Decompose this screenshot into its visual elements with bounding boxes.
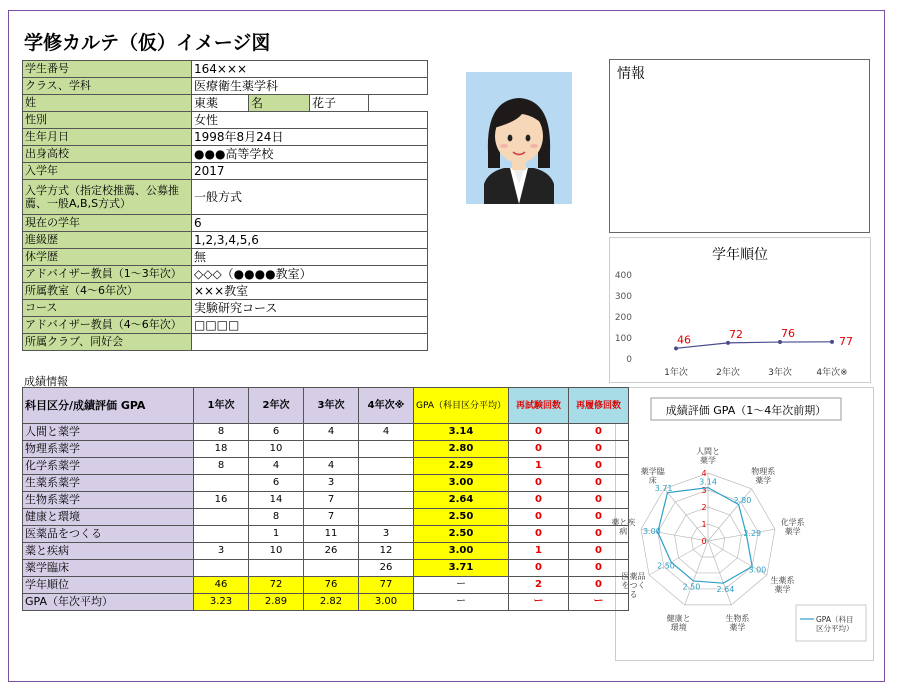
grade-row [23, 543, 629, 560]
grade-retest: 0 [508, 441, 568, 458]
profile-label: 所属クラブ、同好会 [23, 334, 192, 351]
grade-year2: 6 [249, 424, 304, 441]
profile-value: 2017 [192, 163, 428, 180]
avg-year2: 2.89 [249, 594, 304, 611]
grade-subject: 生薬系薬学 [23, 475, 194, 492]
profile-label: アドバイザー教員（4～6年次） [23, 317, 192, 334]
grade-year1: 8 [194, 424, 249, 441]
surname-value: 東薬 [192, 95, 249, 112]
rank-data-label: 72 [729, 327, 743, 341]
rank-chart [610, 238, 870, 382]
grade-retest: 1 [508, 458, 568, 475]
grade-year1: 3 [194, 543, 249, 560]
grade-gpa: 2.50 [414, 526, 509, 543]
profile-label: 性別 [23, 112, 192, 129]
radar-category-label: 薬学臨床 [640, 467, 665, 486]
student-avatar-illustration [466, 72, 572, 204]
grade-year2: 6 [249, 475, 304, 492]
profile-row [23, 112, 428, 129]
radar-category-label: 化学系薬学 [780, 518, 805, 537]
grade-retake: 0 [568, 526, 628, 543]
grade-year4: 4 [359, 424, 414, 441]
profile-value: 女性 [192, 112, 428, 129]
grade-year2: 1 [249, 526, 304, 543]
grade-gpa: 2.64 [414, 492, 509, 509]
profile-row [23, 249, 428, 266]
grade-year3: 11 [304, 526, 359, 543]
rank-point [674, 346, 678, 350]
grade-year2: 8 [249, 509, 304, 526]
radar-axis [664, 489, 708, 541]
header-year1: 1年次 [194, 388, 249, 424]
rank-point [778, 340, 782, 344]
grade-year3: 4 [304, 458, 359, 475]
radar-axis [708, 529, 775, 541]
profile-label: コース [23, 300, 192, 317]
grade-year3: 4 [304, 424, 359, 441]
grade-year4 [359, 509, 414, 526]
grade-year1 [194, 509, 249, 526]
profile-value: 実験研究コース [192, 300, 428, 317]
rank-chart-panel [609, 237, 871, 383]
grade-year4 [359, 441, 414, 458]
rank-xtick-label: 3年次 [768, 368, 792, 378]
grade-gpa: 2.80 [414, 441, 509, 458]
rank-year1: 46 [194, 577, 249, 594]
grade-gpa: 3.14 [414, 424, 509, 441]
rank-chart-title: 学年順位 [712, 247, 768, 263]
grade-year2 [249, 560, 304, 577]
radar-value-label: 2.29 [743, 529, 762, 539]
profile-row [23, 300, 428, 317]
grade-gpa: 2.29 [414, 458, 509, 475]
grades-table [22, 387, 629, 611]
grade-year4 [359, 492, 414, 509]
grade-row [23, 560, 629, 577]
radar-tick-label: 3 [701, 486, 707, 495]
radar-value-label: 2.64 [716, 584, 735, 594]
profile-label: 出身高校 [23, 146, 192, 163]
rank-ytick-label: 400 [614, 271, 632, 281]
profile-value: 無 [192, 249, 428, 266]
grade-retest: 0 [508, 560, 568, 577]
rank-retake: 0 [568, 577, 628, 594]
grade-year1: 16 [194, 492, 249, 509]
grade-year2: 14 [249, 492, 304, 509]
radar-tick-label: 1 [701, 520, 707, 529]
info-box [609, 59, 870, 233]
grade-subject: 人間と薬学 [23, 424, 194, 441]
grade-subject: 薬学臨床 [23, 560, 194, 577]
radar-value-label: 2.80 [733, 495, 752, 505]
grade-retake: 0 [568, 560, 628, 577]
avg-row-label: GPA（年次平均） [23, 594, 194, 611]
grade-subject: 生物系薬学 [23, 492, 194, 509]
gpa-radar-panel [611, 387, 874, 661]
grade-year4 [359, 458, 414, 475]
profile-label: 入学方式（指定校推薦、公募推薦、一般A,B,S方式） [23, 180, 192, 215]
profile-value: 6 [192, 215, 428, 232]
avg-row [23, 594, 629, 611]
given-name-value: 花子 [310, 95, 369, 112]
profile-row [23, 78, 428, 95]
grade-gpa: 3.00 [414, 475, 509, 492]
header-year3: 3年次 [304, 388, 359, 424]
radar-value-label: 3.00 [642, 527, 661, 537]
profile-row [23, 266, 428, 283]
grade-retake: 0 [568, 492, 628, 509]
grade-row [23, 458, 629, 475]
grade-subject: 医薬品をつくる [23, 526, 194, 543]
grade-year2: 10 [249, 543, 304, 560]
rank-ytick-label: 100 [614, 334, 632, 344]
grade-year3 [304, 441, 359, 458]
grade-year3: 26 [304, 543, 359, 560]
profile-value: 医療衛生薬学科 [192, 78, 428, 95]
rank-point [830, 340, 834, 344]
radar-category-label: 医薬品をつくる [621, 572, 646, 599]
rank-data-label: 46 [677, 333, 691, 347]
profile-value: 一般方式 [192, 180, 428, 215]
empty-cell [369, 95, 428, 112]
profile-row [23, 95, 428, 112]
grade-retest: 0 [508, 526, 568, 543]
radar-category-label: 薬と疾病 [611, 518, 636, 537]
radar-tick-label: 0 [701, 537, 707, 546]
grade-year4: 12 [359, 543, 414, 560]
grade-retest: 0 [508, 475, 568, 492]
profile-label: アドバイザー教員（1～3年次） [23, 266, 192, 283]
grade-year4 [359, 475, 414, 492]
rank-row-label: 学年順位 [23, 577, 194, 594]
grade-row [23, 509, 629, 526]
grade-year2: 4 [249, 458, 304, 475]
grade-year1 [194, 526, 249, 543]
radar-category-label: 人間と薬学 [696, 447, 720, 465]
grade-retest: 0 [508, 424, 568, 441]
rank-year4: 77 [359, 577, 414, 594]
radar-tick-label: 4 [701, 469, 707, 478]
rank-year3: 76 [304, 577, 359, 594]
profile-value [192, 334, 428, 351]
profile-row [23, 146, 428, 163]
grade-subject: 化学系薬学 [23, 458, 194, 475]
profile-value: □□□□ [192, 317, 428, 334]
grade-year3: 7 [304, 509, 359, 526]
profile-label: 姓 [23, 95, 192, 112]
given-name-label: 名 [249, 95, 310, 112]
profile-label: 生年月日 [23, 129, 192, 146]
rank-xtick-label: 4年次※ [816, 368, 848, 378]
grade-retake: 0 [568, 509, 628, 526]
radar-category-label: 物理系薬学 [751, 467, 776, 486]
rank-series-line [676, 342, 832, 349]
profile-value: ×××教室 [192, 283, 428, 300]
profile-row [23, 163, 428, 180]
rank-data-label: 76 [781, 327, 795, 341]
profile-label: 進級歴 [23, 232, 192, 249]
grade-retest: 1 [508, 543, 568, 560]
grade-subject: 健康と環境 [23, 509, 194, 526]
grades-body [23, 424, 629, 577]
rank-retest: 2 [508, 577, 568, 594]
profile-row [23, 232, 428, 249]
profile-label: 入学年 [23, 163, 192, 180]
radar-category-label: 健康と環境 [666, 613, 691, 632]
grade-retake: 0 [568, 424, 628, 441]
header-subject: 科目区分/成績評価 GPA [23, 388, 194, 424]
radar-legend-label: GPA（科目区分平均） [816, 615, 854, 633]
profile-value: 1998年8月24日 [192, 129, 428, 146]
grade-row [23, 492, 629, 509]
profile-row [23, 129, 428, 146]
rank-point [726, 341, 730, 345]
gpa-chart-title: 成績評価 GPA（1～4年次前期） [665, 404, 827, 417]
avg-year4: 3.00 [359, 594, 414, 611]
page-title: 学修カルテ（仮）イメージ図 [24, 32, 271, 54]
grade-year1 [194, 560, 249, 577]
grade-subject: 物理系薬学 [23, 441, 194, 458]
avg-year1: 3.23 [194, 594, 249, 611]
grade-year2: 10 [249, 441, 304, 458]
grade-year1 [194, 475, 249, 492]
grades-section-title: 成績情報 [24, 375, 68, 388]
grade-retake: 0 [568, 458, 628, 475]
radar-value-label: 2.50 [682, 582, 701, 592]
grade-retake: 0 [568, 475, 628, 492]
rank-gpa: ー [414, 577, 509, 594]
profile-label: 休学歴 [23, 249, 192, 266]
rank-ytick-label: 0 [626, 355, 632, 365]
radar-value-label: 2.50 [657, 561, 675, 571]
grade-year1: 8 [194, 458, 249, 475]
rank-data-label: 77 [839, 334, 853, 348]
grade-row [23, 424, 629, 441]
radar-tick-label: 2 [701, 503, 707, 512]
student-photo [466, 72, 572, 204]
avg-retake: ー [568, 594, 628, 611]
profile-label: 所属教室（4～6年次） [23, 283, 192, 300]
profile-value: 164××× [192, 61, 428, 78]
radar-category-label: 生物系薬学 [725, 613, 750, 632]
radar-value-label: 3.71 [654, 484, 673, 494]
rank-ytick-label: 200 [614, 313, 632, 323]
rank-xtick-label: 1年次 [664, 368, 688, 378]
profile-row [23, 317, 428, 334]
rank-row [23, 577, 629, 594]
grade-year3 [304, 560, 359, 577]
grade-year3: 7 [304, 492, 359, 509]
header-retake: 再履修回数 [568, 388, 628, 424]
info-label: 情報 [617, 66, 645, 82]
profile-label: 現在の学年 [23, 215, 192, 232]
grade-retest: 0 [508, 492, 568, 509]
grade-year1: 18 [194, 441, 249, 458]
profile-label: 学生番号 [23, 61, 192, 78]
header-year4: 4年次※ [359, 388, 414, 424]
gpa-radar-chart [611, 388, 873, 660]
grades-header-row [23, 388, 629, 424]
grade-year3: 3 [304, 475, 359, 492]
grade-gpa: 3.00 [414, 543, 509, 560]
header-retest: 再試験回数 [508, 388, 568, 424]
profile-value: ●●●高等学校 [192, 146, 428, 163]
grade-retake: 0 [568, 543, 628, 560]
rank-xtick-label: 2年次 [716, 368, 740, 378]
radar-value-label: 3.14 [699, 477, 717, 487]
avg-year3: 2.82 [304, 594, 359, 611]
grade-year4: 3 [359, 526, 414, 543]
profile-table [22, 60, 428, 351]
profile-value: ◇◇◇（●●●●教室） [192, 266, 428, 283]
profile-row [23, 215, 428, 232]
grade-year4: 26 [359, 560, 414, 577]
grade-subject: 薬と疾病 [23, 543, 194, 560]
profile-label: クラス、学科 [23, 78, 192, 95]
rank-ytick-label: 300 [614, 292, 632, 302]
avg-retest: ー [508, 594, 568, 611]
header-year2: 2年次 [249, 388, 304, 424]
profile-row [23, 283, 428, 300]
grade-row [23, 441, 629, 458]
grade-retake: 0 [568, 441, 628, 458]
profile-row [23, 61, 428, 78]
radar-value-label: 3.00 [748, 565, 767, 575]
grade-retest: 0 [508, 509, 568, 526]
avg-gpa: ー [414, 594, 509, 611]
header-gpa: GPA（科目区分平均） [414, 388, 509, 424]
grade-gpa: 3.71 [414, 560, 509, 577]
grade-row [23, 475, 629, 492]
profile-row [23, 180, 428, 215]
grade-row [23, 526, 629, 543]
rank-year2: 72 [249, 577, 304, 594]
grade-gpa: 2.50 [414, 509, 509, 526]
radar-category-label: 生薬系薬学 [770, 576, 795, 594]
profile-value: 1,2,3,4,5,6 [192, 232, 428, 249]
profile-row [23, 334, 428, 351]
